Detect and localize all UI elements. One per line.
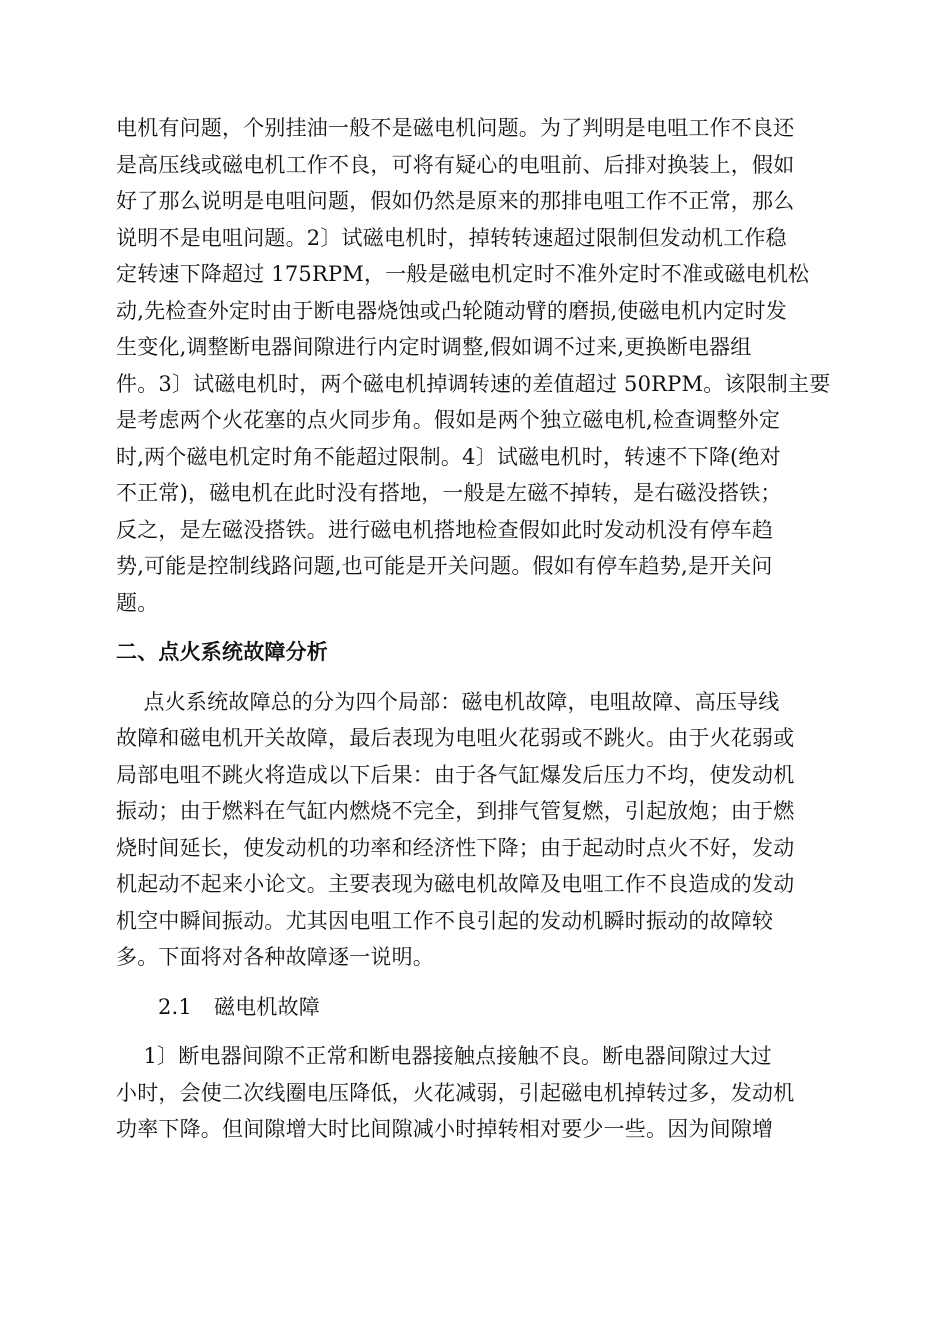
text-line: 1〕断电器间隙不正常和断电器接触点接触不良。断电器间隙过大过 xyxy=(116,1044,772,1068)
paragraph-magneto-check xyxy=(116,110,836,621)
text-line: 机起动不起来小论文。主要表现为磁电机故障及电咀工作不良造成的发动 xyxy=(116,872,795,896)
text-line: 题。 xyxy=(116,590,159,615)
text-line: 势,可能是控制线路问题,也可能是开关问题。假如有停车趋势,是开关问 xyxy=(116,554,773,578)
text-line: 振动；由于燃料在气缸内燃烧不完全，到排气管复燃，引起放炮；由于燃 xyxy=(116,799,795,823)
text-line: 功率下降。但间隙增大时比间隙减小时掉转相对要少一些。因为间隙增 xyxy=(116,1117,774,1141)
text-line: 小时，会使二次线圈电压降低，火花减弱，引起磁电机掉转过多，发动机 xyxy=(116,1080,795,1105)
text-line: 动,先检查外定时由于断电器烧蚀或凸轮随动臂的磨损,使磁电机内定时发 xyxy=(116,298,787,323)
text-line: 反之，是左磁没搭铁。进行磁电机搭地检查假如此时发动机没有停车趋 xyxy=(116,517,774,542)
text-line: 时,两个磁电机定时角不能超过限制。4〕试磁电机时，转速不下降(绝对 xyxy=(116,444,781,469)
text-line: 点火系统故障总的分为四个局部：磁电机故障，电咀故障、高压导线 xyxy=(116,689,780,714)
text-line: 多。下面将对各种故障逐一说明。 xyxy=(116,945,434,969)
subsection-title: 磁电机故障 xyxy=(214,994,320,1019)
text-line: 是高压线或磁电机工作不良，可将有疑心的电咀前、后排对换装上，假如 xyxy=(116,152,795,177)
paragraph-ignition-overview xyxy=(116,684,836,976)
text-line: 定转速下降超过 175RPM，一般是磁电机定时不准外定时不准或磁电机松 xyxy=(116,262,810,286)
section-heading: 二、点火系统故障分析 xyxy=(116,640,328,664)
subsection-number: 2.1 xyxy=(158,994,192,1019)
text-line: 烧时间延长，使发动机的功率和经济性下降；由于起动时点火不好，发动 xyxy=(116,835,795,860)
text-line: 生变化,调整断电器间隙进行内定时调整,假如调不过来,更换断电器组 xyxy=(116,335,752,359)
text-line: 局部电咀不跳火将造成以下后果：由于各气缸爆发后压力不均，使发动机 xyxy=(116,762,795,787)
text-line: 说明不是电咀问题。2〕试磁电机时，掉转转速超过限制但发动机工作稳 xyxy=(116,225,787,250)
document-page xyxy=(116,110,836,1148)
text-line: 故障和磁电机开关故障，最后表现为电咀火花弱或不跳火。由于火花弱或 xyxy=(116,726,795,750)
paragraph-breaker-gap xyxy=(116,1038,836,1148)
text-line: 好了那么说明是电咀问题，假如仍然是原来的那排电咀工作不正常，那么 xyxy=(116,189,795,213)
subsection-heading xyxy=(158,989,836,1026)
text-line: 电机有问题，个别挂油一般不是磁电机问题。为了判明是电咀工作不良还 xyxy=(116,116,795,140)
text-line: 件。3〕试磁电机时，两个磁电机掉调转速的差值超过 50RPM。该限制主要 xyxy=(116,371,831,396)
text-line: 机空中瞬间振动。尤其因电咀工作不良引起的发动机瞬时振动的故障较 xyxy=(116,908,774,933)
text-line: 是考虑两个火花塞的点火同步角。假如是两个独立磁电机,检查调整外定 xyxy=(116,408,781,432)
text-line: 不正常)，磁电机在此时没有搭地，一般是左磁不掉转，是右磁没搭铁； xyxy=(116,481,782,505)
